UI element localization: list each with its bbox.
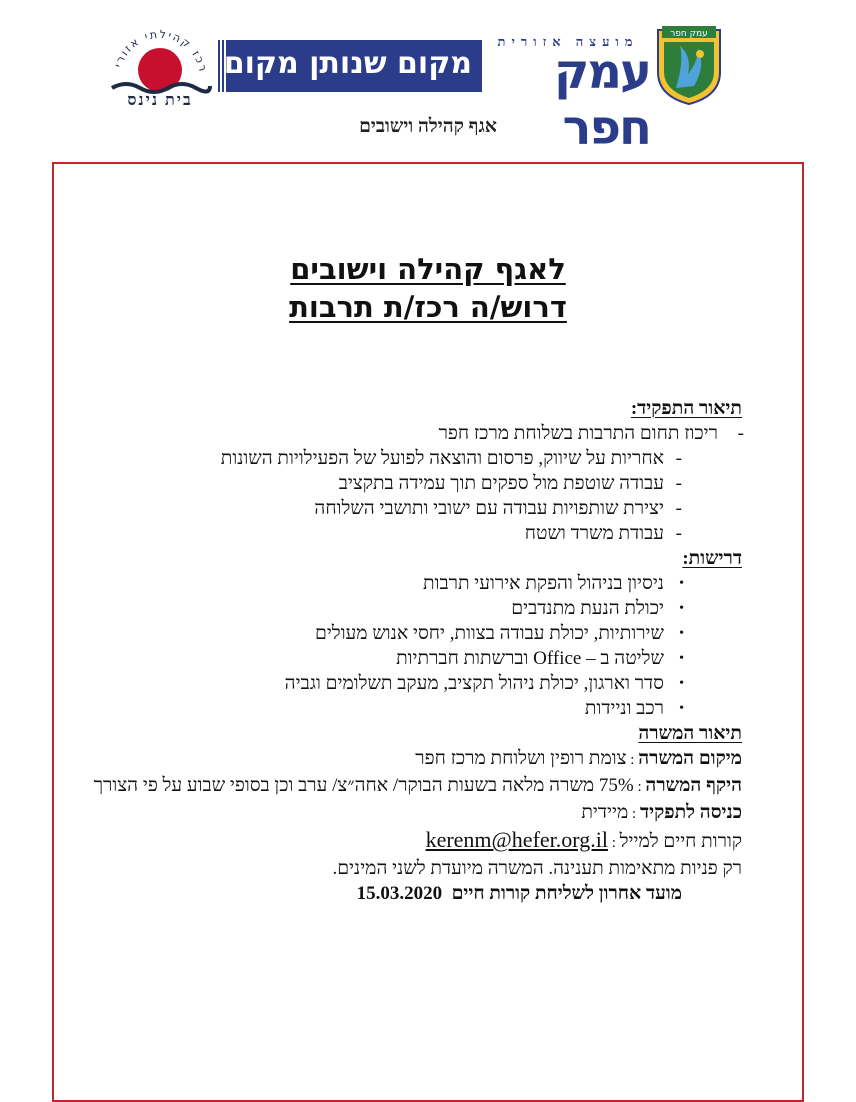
list-item: - יצירת שותפויות עבודה עם ישובי ותושבי השלוחה (90, 496, 742, 521)
department-name: אגף קהילה וישובים (359, 116, 497, 137)
role-list (90, 446, 742, 546)
deadline-line (90, 881, 682, 906)
list-item: • ניסיון בניהול והפקת אירועי תרבות (90, 571, 742, 596)
list-item: - עבודה שוטפת מול ספקים תוך עמידה בתקציב (90, 471, 742, 496)
location-line: מיקום המשרה : צומת רופין ושלוחת מרכז חפר (415, 748, 742, 769)
location-value: צומת רופין ושלוחת מרכז חפר (415, 748, 627, 769)
cv-line: קורות חיים למייל : kerenm@hefer.org.il (425, 827, 742, 852)
page-title-line1: לאגף קהילה וישובים (290, 252, 566, 286)
role-main (90, 421, 742, 446)
list-item: • יכולת הנעת מתנדבים (90, 596, 742, 621)
list-item: • סדר וארגון, יכולת ניהול תקציב, מעקב תשלומים וגביה (90, 671, 742, 696)
slogan-banner (216, 40, 482, 92)
scope-key: היקף המשרה (645, 775, 742, 796)
header (0, 0, 856, 156)
position-heading: תיאור המשרה (638, 723, 742, 744)
start-value: מיידית (581, 802, 629, 823)
requirements-heading: דרישות: (682, 548, 742, 569)
emek-hefer-emblem-icon (654, 22, 724, 106)
role-heading: תיאור התפקיד: (630, 398, 742, 419)
list-item: • שירותיות, יכולת עבודה בצוות, יחסי אנוש מעולים (90, 621, 742, 646)
start-key: כניסה לתפקיד (639, 802, 742, 823)
banner-slogan: מקום שנותן מקום (223, 46, 472, 81)
cv-label: קורות חיים למייל (619, 831, 742, 852)
list-item: - עבודת משרד ושטח (90, 521, 742, 546)
requirements-list (90, 571, 742, 721)
list-item: - אחריות על שיווק, פרסום והוצאה לפועל של הפעילויות השונות (90, 446, 742, 471)
council-label: מועצה אזורית (497, 34, 639, 49)
job-description (90, 396, 742, 906)
role-main-text: ריכוז תחום התרבות בשלוחת מרכז חפר (438, 423, 718, 444)
location-key: מיקום המשרה (638, 748, 742, 769)
deadline-date: 15.03.2020 (356, 883, 443, 904)
email-link[interactable]: kerenm@hefer.org.il (425, 827, 608, 852)
deadline-label: מועד אחרון לשליחת קורות חיים (451, 883, 682, 904)
svg-text:מרכז קהילתי אזורי: רכז קהילתי אזורי (111, 27, 210, 75)
start-line: כניסה לתפקיד : מיידית (581, 802, 742, 823)
note-line: רק פניות מתאימות תענינה. המשרה מיועדת לשני המינים. (332, 858, 742, 879)
beit-ninas-caption: בית נינס (127, 92, 193, 109)
scope-value: 75% משרה מלאה בשעות הבוקר/ אחה״צ/ ערב וכן בסופי שבוע על פי הצורך (93, 775, 634, 796)
list-item: • רכב וניידות (90, 696, 742, 721)
svg-text:עמק חפר: עמק חפר (670, 29, 708, 39)
list-item: • שליטה ב – Office וברשתות חברתיות (90, 646, 742, 671)
scope-line: היקף המשרה : 75% משרה מלאה בשעות הבוקר/ אחה״צ/ ערב וכן בסופי שבוע על פי הצורך (93, 775, 742, 796)
council-name: עמק חפר (553, 44, 650, 156)
page-title-line2: דרוש/ה רכז/ת תרבות (289, 290, 567, 324)
